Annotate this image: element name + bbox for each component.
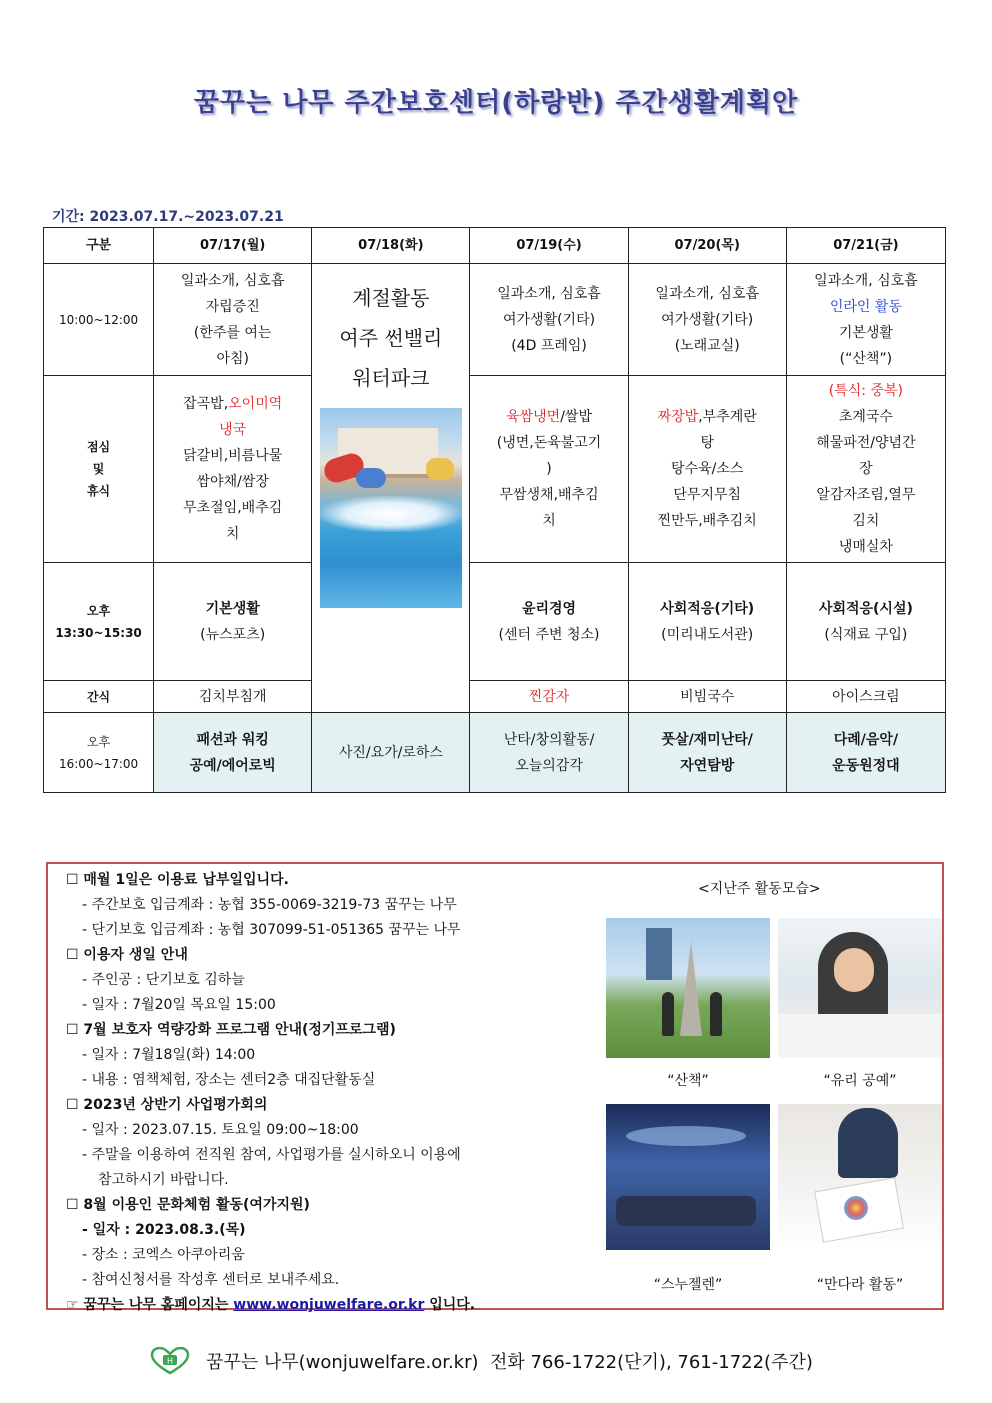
cell-line: 여가생활(기타): [661, 311, 754, 328]
water-slide: [356, 468, 386, 488]
cell-mon-lunch: [154, 376, 312, 563]
label-line: 휴식: [86, 484, 111, 498]
row-label: [44, 563, 154, 681]
label-line: 점심: [86, 440, 111, 454]
cell-line: 운동원정대: [832, 757, 900, 774]
menu-line: 단무지무침: [673, 487, 742, 503]
cell-line: 난타/창의활동/: [503, 731, 595, 748]
row-label: 간식: [44, 681, 154, 713]
notice-item: - 일자 : 2023.08.3.(목): [82, 1222, 246, 1238]
notice-heading: ☐ 2023년 상반기 사업평가회의: [66, 1097, 268, 1113]
cell-line: 일과소개, 심호흡: [497, 285, 601, 302]
label-line: 및: [92, 462, 105, 476]
menu-text-highlight: 육쌈냉면: [506, 409, 561, 425]
notice-item: - 내용 : 염책체험, 장소는 센터2층 대집단활동실: [82, 1072, 376, 1088]
menu-line: 치: [225, 526, 240, 542]
cell-line: 오늘의감각: [515, 757, 583, 774]
table-row: [44, 376, 946, 563]
footer: [150, 1346, 813, 1376]
cell-line: (한주를 여는: [193, 324, 272, 341]
cell-wed-afternoon: [470, 563, 628, 681]
cell-line: 일과소개, 심호흡: [180, 272, 285, 289]
notice-heading: ☐ 8월 이용인 문화체험 활동(여가지원): [66, 1197, 310, 1213]
photo-glass-craft: [778, 918, 942, 1058]
cell-line: 윤리경영: [521, 600, 577, 617]
menu-text-highlight: 짜장밥: [657, 409, 699, 425]
menu-line: 탕: [700, 435, 714, 451]
cell-line: 자립증진: [205, 298, 260, 315]
table-row: [44, 563, 946, 681]
notice-heading: ☐ 7월 보호자 역량강화 프로그램 안내(정기프로그램): [66, 1022, 396, 1038]
notice-item: - 참여신청서를 작성후 센터로 보내주세요.: [82, 1272, 340, 1288]
menu-line: 무쌈생채,배추김: [499, 487, 599, 503]
cell-mon-late: [154, 713, 312, 793]
cell-line: 여가생활(기타): [503, 311, 596, 328]
cell-line: (노래교실): [674, 337, 740, 354]
cell-thu-late: [628, 713, 786, 793]
cell-thu-morning: [628, 264, 786, 376]
cell-tue-field-trip: [312, 264, 470, 713]
table-row: [44, 264, 946, 376]
menu-line: 해물파전/양념간: [816, 435, 916, 451]
cell-line: 자연탐방: [680, 757, 735, 774]
homepage-prefix: ☞ 꿈꾸는 나무 홈페이지는: [66, 1297, 229, 1313]
photo-caption: “산책”: [667, 1073, 709, 1089]
photo-walk: [606, 918, 770, 1058]
cell-mon-snack: 김치부침개: [154, 681, 312, 713]
header-cell: 07/21(금): [786, 228, 945, 264]
header-cell: 07/20(목): [628, 228, 786, 264]
light-shape: [626, 1126, 746, 1146]
row-label: [44, 376, 154, 563]
cell-mon-afternoon: [154, 563, 312, 681]
homepage-link[interactable]: www.wonjuwelfare.or.kr: [233, 1297, 425, 1313]
mandala-shape: [844, 1196, 868, 1220]
row-label: [44, 713, 154, 793]
cell-line: 기본생활: [838, 324, 893, 341]
table-row: [44, 713, 946, 793]
label-line: 오후: [86, 603, 111, 618]
cell-fri-morning: [786, 264, 945, 376]
notice-item: - 단기보호 입금계좌 : 농협 307099-51-051365 꿈꾸는 나무: [82, 922, 461, 938]
notice-heading: ☐ 매월 1일은 이용료 납부일입니다.: [66, 872, 289, 888]
cell-line: (식재료 구입): [824, 626, 908, 643]
notice-item: - 일자 : 2023.07.15. 토요일 09:00~18:00: [82, 1122, 359, 1138]
cell-line: (뉴스포츠): [200, 626, 266, 643]
menu-text: ,부추계란: [698, 409, 757, 425]
menu-line: 장: [859, 461, 873, 477]
notice-item: - 주인공 : 단기보호 김하늘: [82, 972, 245, 988]
menu-line: 닭갈비,비름나물: [183, 448, 283, 464]
cell-line: 풋살/재미난타/: [661, 731, 753, 748]
period-label: 기간: 2023.07.17.~2023.07.21: [52, 209, 284, 225]
menu-line: 무초절임,배추김: [183, 500, 283, 516]
svg-text:H: H: [166, 1356, 174, 1366]
menu-text: /쌀밥: [560, 409, 592, 425]
cell-tue-late: [312, 713, 470, 793]
table-row: [44, 681, 946, 713]
footer-text: 꿈꾸는 나무(wonjuwelfare.or.kr) 전화 766-1722(단기), 761-1722(주간): [206, 1352, 813, 1373]
cell-mon-morning: [154, 264, 312, 376]
notice-item: - 일자 : 7월20일 목요일 15:00: [82, 997, 276, 1013]
cell-line: (4D 프레임): [511, 337, 587, 354]
menu-line: 냉매실차: [838, 539, 893, 555]
monument-shape: [680, 940, 702, 1036]
notice-list: [66, 868, 606, 1318]
cell-line: 사회적응(시설): [818, 600, 913, 617]
label-line: 오후: [86, 734, 111, 749]
water-slide: [426, 458, 454, 480]
header-cell: 07/17(월): [154, 228, 312, 264]
homepage-suffix: 입니다.: [429, 1297, 476, 1313]
cell-line: 일과소개, 심호흡: [655, 285, 759, 302]
cell-line: 여주 썬밸리: [339, 326, 443, 350]
person-shape: [662, 992, 674, 1036]
notice-item: - 장소 : 코엑스 아쿠아리움: [82, 1247, 245, 1263]
cell-line: (미리내도서관): [661, 626, 754, 643]
notice-heading: ☐ 이용자 생일 안내: [66, 947, 188, 963]
photo-snoezelen: [606, 1104, 770, 1250]
cell-line: 기본생활: [205, 600, 260, 617]
menu-line: 김치: [852, 513, 880, 529]
menu-line: ): [546, 461, 552, 477]
water-splash: [320, 496, 462, 532]
menu-line: 알감자조림,열무: [816, 487, 916, 503]
table-shape: [778, 1014, 942, 1058]
cell-line: 인라인 활동: [829, 298, 902, 315]
menu-line: (냉면,돈육불고기: [496, 435, 602, 451]
cell-wed-morning: [470, 264, 628, 376]
cell-line: 계절활동: [352, 286, 430, 310]
photo-caption: “만다라 활동”: [816, 1277, 904, 1293]
notice-item: - 주말을 이용하여 전직원 참여, 사업평가를 실시하오니 이용에: [82, 1147, 461, 1163]
cell-fri-lunch: [786, 376, 945, 563]
cell-wed-lunch: [470, 376, 628, 563]
cell-thu-snack: 비빔국수: [628, 681, 786, 713]
label-line: 16:00~17:00: [58, 756, 139, 771]
cell-line: 패션과 워킹: [196, 731, 269, 748]
weekly-plan-table: [43, 227, 946, 793]
cell-line: 아침): [216, 350, 249, 367]
menu-text-highlight: (특식: 중복): [828, 383, 903, 399]
bed-shape: [616, 1196, 756, 1226]
header-cell: 07/18(화): [312, 228, 470, 264]
menu-text: 잡곡밥,: [183, 396, 229, 412]
photo-caption: “유리 공예”: [823, 1073, 897, 1089]
header-cell: 구분: [44, 228, 154, 264]
building-shape: [646, 928, 672, 980]
label-line: 13:30~15:30: [55, 625, 142, 640]
menu-line: 탕수육/소스: [671, 461, 744, 477]
cell-line: 사진/요가/로하스: [338, 744, 443, 761]
photo-caption: “스누젤렌”: [653, 1277, 723, 1293]
waterpark-photo: [320, 408, 462, 608]
notice-item: - 일자 : 7월18일(화) 14:00: [82, 1047, 256, 1063]
notice-item: 참고하시기 바랍니다.: [98, 1172, 229, 1188]
cell-line: 워터파크: [352, 366, 430, 390]
cell-line: 사회적응(기타): [660, 600, 755, 617]
notice-item: - 주간보호 입금계좌 : 농협 355-0069-3219-73 꿈꾸는 나무: [82, 897, 457, 913]
cell-line: (센터 주변 청소): [498, 626, 600, 643]
menu-line: 초계국수: [838, 409, 893, 425]
cell-fri-afternoon: [786, 563, 945, 681]
menu-line: 쌈야채/쌈장: [196, 474, 269, 490]
cell-line: 다례/음악/: [833, 731, 899, 748]
face-shape: [834, 948, 874, 992]
row-label: 10:00~12:00: [44, 264, 154, 376]
cell-fri-late: [786, 713, 945, 793]
page-title: 꿈꾸는 나무 주간보호센터(하랑반) 주간생활계획안: [193, 88, 799, 118]
photo-mandala: [778, 1104, 942, 1250]
person-shape: [710, 992, 722, 1036]
heart-logo-icon: [150, 1347, 190, 1375]
table-header-row: [44, 228, 946, 264]
menu-text-highlight: 오이미역: [228, 396, 283, 412]
cell-wed-snack: 찐감자: [470, 681, 628, 713]
notice-box: [46, 862, 944, 1313]
person-shape: [838, 1108, 898, 1178]
cell-fri-snack: 아이스크림: [786, 681, 945, 713]
menu-line: 치: [542, 513, 556, 529]
cell-wed-late: [470, 713, 628, 793]
menu-text-highlight: 냉국: [219, 422, 247, 438]
cell-thu-lunch: [628, 376, 786, 563]
cell-thu-afternoon: [628, 563, 786, 681]
gallery-title: <지난주 활동모습>: [698, 881, 821, 897]
homepage-line: [66, 1293, 606, 1318]
cell-line: 일과소개, 심호흡: [814, 272, 918, 289]
cell-line: (“산책”): [839, 350, 893, 367]
header-cell: 07/19(수): [470, 228, 628, 264]
menu-line: 찐만두,배추김치: [657, 513, 757, 529]
cell-line: 공예/에어로빅: [189, 757, 276, 774]
